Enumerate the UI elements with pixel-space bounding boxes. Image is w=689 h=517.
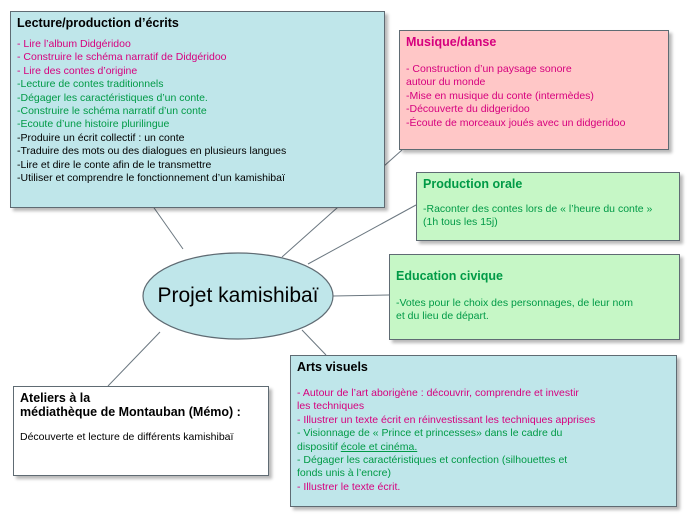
arts-item bbox=[297, 427, 670, 440]
lecture-item: - Construire le schéma narratif de Didgéridoo bbox=[17, 51, 227, 64]
arts-item bbox=[297, 454, 670, 467]
lecture-item: -Construire le schéma narratif d’un conte bbox=[17, 105, 207, 118]
musique-title: Musique/danse bbox=[406, 35, 497, 49]
arts-item bbox=[297, 441, 670, 454]
arts-item-text: - Dégager les caractéristiques et confection (silhouettes et bbox=[297, 454, 568, 467]
musique-list bbox=[406, 63, 662, 130]
education-title: Education civique bbox=[396, 269, 503, 283]
production-orale-title: Production orale bbox=[423, 177, 523, 191]
arts-item-text: - Autour de l’art aborigène : découvrir, comprendre et investir bbox=[297, 387, 579, 399]
arts-item-text: école et cinéma. bbox=[340, 440, 418, 453]
musique-item: - Construction d’un paysage sonore bbox=[406, 63, 572, 75]
lecture-list bbox=[17, 38, 378, 185]
lecture-title: Lecture/production d’écrits bbox=[17, 16, 179, 30]
education-item: -Votes pour le choix des personnages, de leur nom bbox=[396, 297, 633, 309]
production-orale-list bbox=[423, 203, 673, 230]
education-item: et du lieu de départ. bbox=[396, 310, 489, 323]
arts-list bbox=[297, 387, 670, 494]
ateliers-text: Découverte et lecture de différents kamishibaï bbox=[20, 431, 234, 443]
lecture-item: -Lire et dire le conte afin de le transmettre bbox=[17, 158, 212, 171]
lecture-item: - Lire l’album Didgéridoo bbox=[17, 38, 131, 50]
musique-item: -Découverte du didgeridoo bbox=[406, 103, 530, 116]
lecture-item: -Utiliser et comprendre le fonctionnement d’un kamishibaï bbox=[17, 172, 285, 185]
arts-item-text: - Illustrer un texte écrit en réinvestissant les techniques apprises bbox=[297, 413, 596, 426]
production-orale-box bbox=[416, 172, 680, 241]
arts-item-text: fonds unis à l’encre) bbox=[297, 467, 391, 480]
ateliers-title bbox=[20, 391, 262, 419]
arts-item bbox=[297, 414, 670, 427]
arts-item bbox=[297, 467, 670, 480]
center-label: Projet kamishibaï bbox=[157, 284, 319, 307]
arts-title: Arts visuels bbox=[297, 360, 368, 374]
lecture-item: -Ecoute d’une histoire plurilingue bbox=[17, 118, 170, 131]
lecture-item: -Lecture de contes traditionnels bbox=[17, 78, 164, 91]
arts-item bbox=[297, 400, 670, 413]
arts-box bbox=[290, 355, 677, 507]
arts-item-text: les techniques bbox=[297, 400, 365, 413]
musique-item: autour du monde bbox=[406, 76, 486, 89]
lecture-item: - Lire des contes d’origine bbox=[17, 64, 138, 77]
connector-ateliers bbox=[108, 332, 160, 386]
musique-item: -Mise en musique du conte (intermèdes) bbox=[406, 89, 594, 102]
musique-box bbox=[399, 30, 669, 150]
education-box bbox=[389, 254, 680, 340]
ateliers-box bbox=[13, 386, 269, 476]
musique-item: -Écoute de morceaux joués avec un didgeridoo bbox=[406, 116, 626, 129]
connector-education bbox=[333, 295, 389, 296]
arts-item bbox=[297, 387, 670, 400]
lecture-box bbox=[10, 11, 385, 208]
production-orale-item: -Raconter des contes lors de « l’heure du conte » bbox=[423, 203, 653, 215]
arts-item bbox=[297, 481, 670, 494]
education-list bbox=[396, 297, 673, 324]
arts-item-text: - Visionnage de « Prince et princesses» dans le cadre du bbox=[297, 427, 563, 440]
production-orale-item: (1h tous les 15j) bbox=[423, 216, 498, 229]
arts-item-text: - Illustrer le texte écrit. bbox=[297, 480, 401, 493]
ateliers-title-line2: médiathèque de Montauban (Mémo) : bbox=[20, 405, 241, 419]
connector-lecture bbox=[152, 205, 183, 249]
lecture-item: -Dégager les caractéristiques d’un conte. bbox=[17, 91, 208, 104]
lecture-item: -Produire un écrit collectif : un conte bbox=[17, 131, 185, 144]
arts-item-text: dispositif bbox=[297, 440, 341, 453]
lecture-item: -Traduire des mots ou des dialogues en plusieurs langues bbox=[17, 145, 287, 158]
ateliers-title-line1: Ateliers à la bbox=[20, 391, 91, 405]
